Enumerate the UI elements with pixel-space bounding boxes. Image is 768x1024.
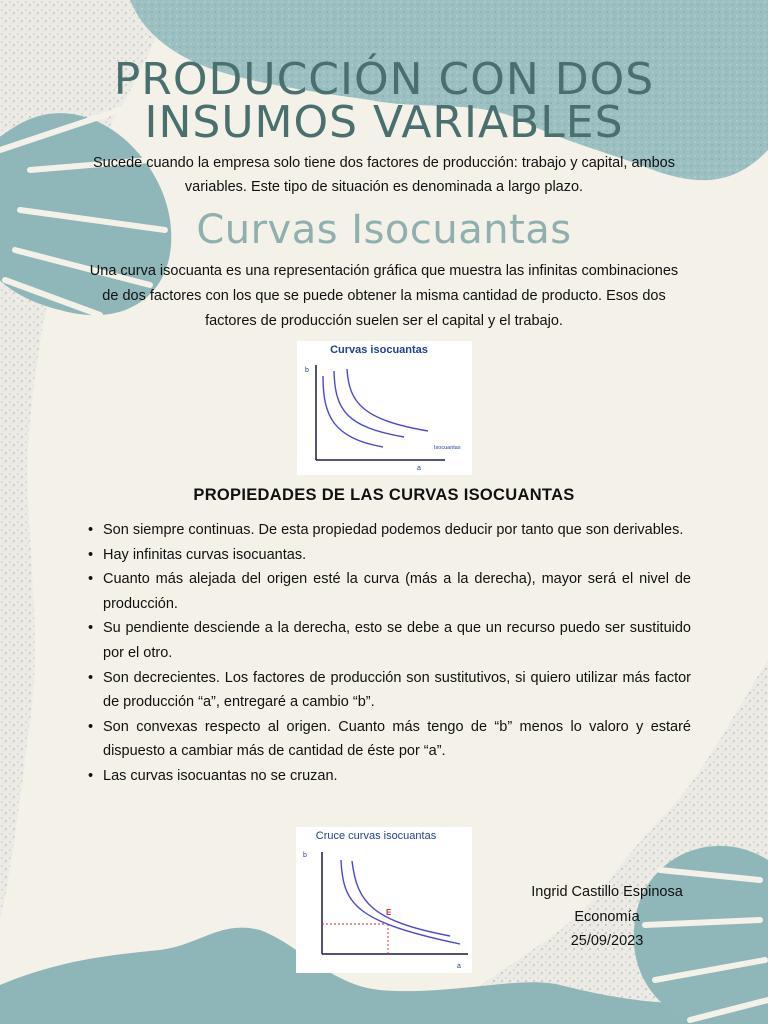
list-item: • Cuanto más alejada del origen esté la curva (más a la derecha), mayor será el nivel de producción. — [103, 567, 691, 616]
isoquant-curve-1 — [323, 376, 383, 447]
page-title-line-1: PRODUCCIÓN CON DOS — [113, 54, 655, 105]
author-name: Ingrid Castillo Espinosa — [531, 884, 683, 900]
list-item: • Son siempre continuas. De esta propiedad podemos deducir por tanto que son derivables. — [103, 518, 691, 543]
y-axis-label: b — [303, 852, 307, 859]
chart-title: Cruce curvas isocuantas — [315, 830, 437, 842]
list-item: • Son convexas respecto al origen. Cuanto más tengo de “b” menos lo valoro y estaré dispuesto a cambiar más de cantidad de éste por “a”. — [103, 715, 691, 764]
list-item: • Son decrecientes. Los factores de producción son sustitutivos, si quiero utilizar más factor de producción “a”, entregaré a cambio “b”. — [103, 666, 691, 715]
list-item: • Las curvas isocuantas no se cruzan. — [103, 764, 691, 789]
intersection-label: E — [386, 908, 392, 917]
section-subtitle: Curvas Isocuantas — [196, 207, 572, 253]
list-item: • Hay infinitas curvas isocuantas. — [103, 543, 691, 568]
isoquant-curve-flat — [352, 861, 450, 936]
isoquant-crossing-chart — [296, 827, 472, 973]
isoquant-chart — [297, 341, 472, 475]
definition-paragraph: Una curva isocuanta es una representación gráfica que muestra las infinitas combinaciones de dos factores con los que se puede obtener la misma cantidad de producto. Esos dos factores de producción suelen ser el capital y el trabajo. — [89, 263, 679, 329]
properties-heading: PROPIEDADES DE LAS CURVAS ISOCUANTAS — [193, 486, 575, 504]
isoquant-curve-3 — [347, 369, 428, 431]
y-axis-label: b — [305, 367, 309, 374]
course-name: Economía — [574, 908, 640, 925]
x-axis-label: a — [457, 963, 461, 970]
isoquant-curve-2 — [334, 371, 404, 437]
date: 25/09/2023 — [570, 933, 644, 949]
intro-paragraph: Sucede cuando la empresa solo tiene dos factores de producción: trabajo y capital, ambos variables. Este tipo de situación es denominada a largo plazo. — [93, 155, 675, 195]
properties-list — [103, 518, 691, 789]
legend-label: Isocuantas — [434, 445, 461, 451]
isoquant-curve-steep — [341, 860, 460, 944]
chart-title: Curvas isocuantas — [330, 344, 428, 356]
list-item: • Su pendiente desciende a la derecha, esto se debe a que un recurso puedo ser sustituido por el otro. — [103, 616, 691, 665]
x-axis-label: a — [417, 465, 421, 472]
page-title-line-2: INSUMOS VARIABLES — [144, 97, 624, 148]
author-block — [521, 880, 693, 954]
